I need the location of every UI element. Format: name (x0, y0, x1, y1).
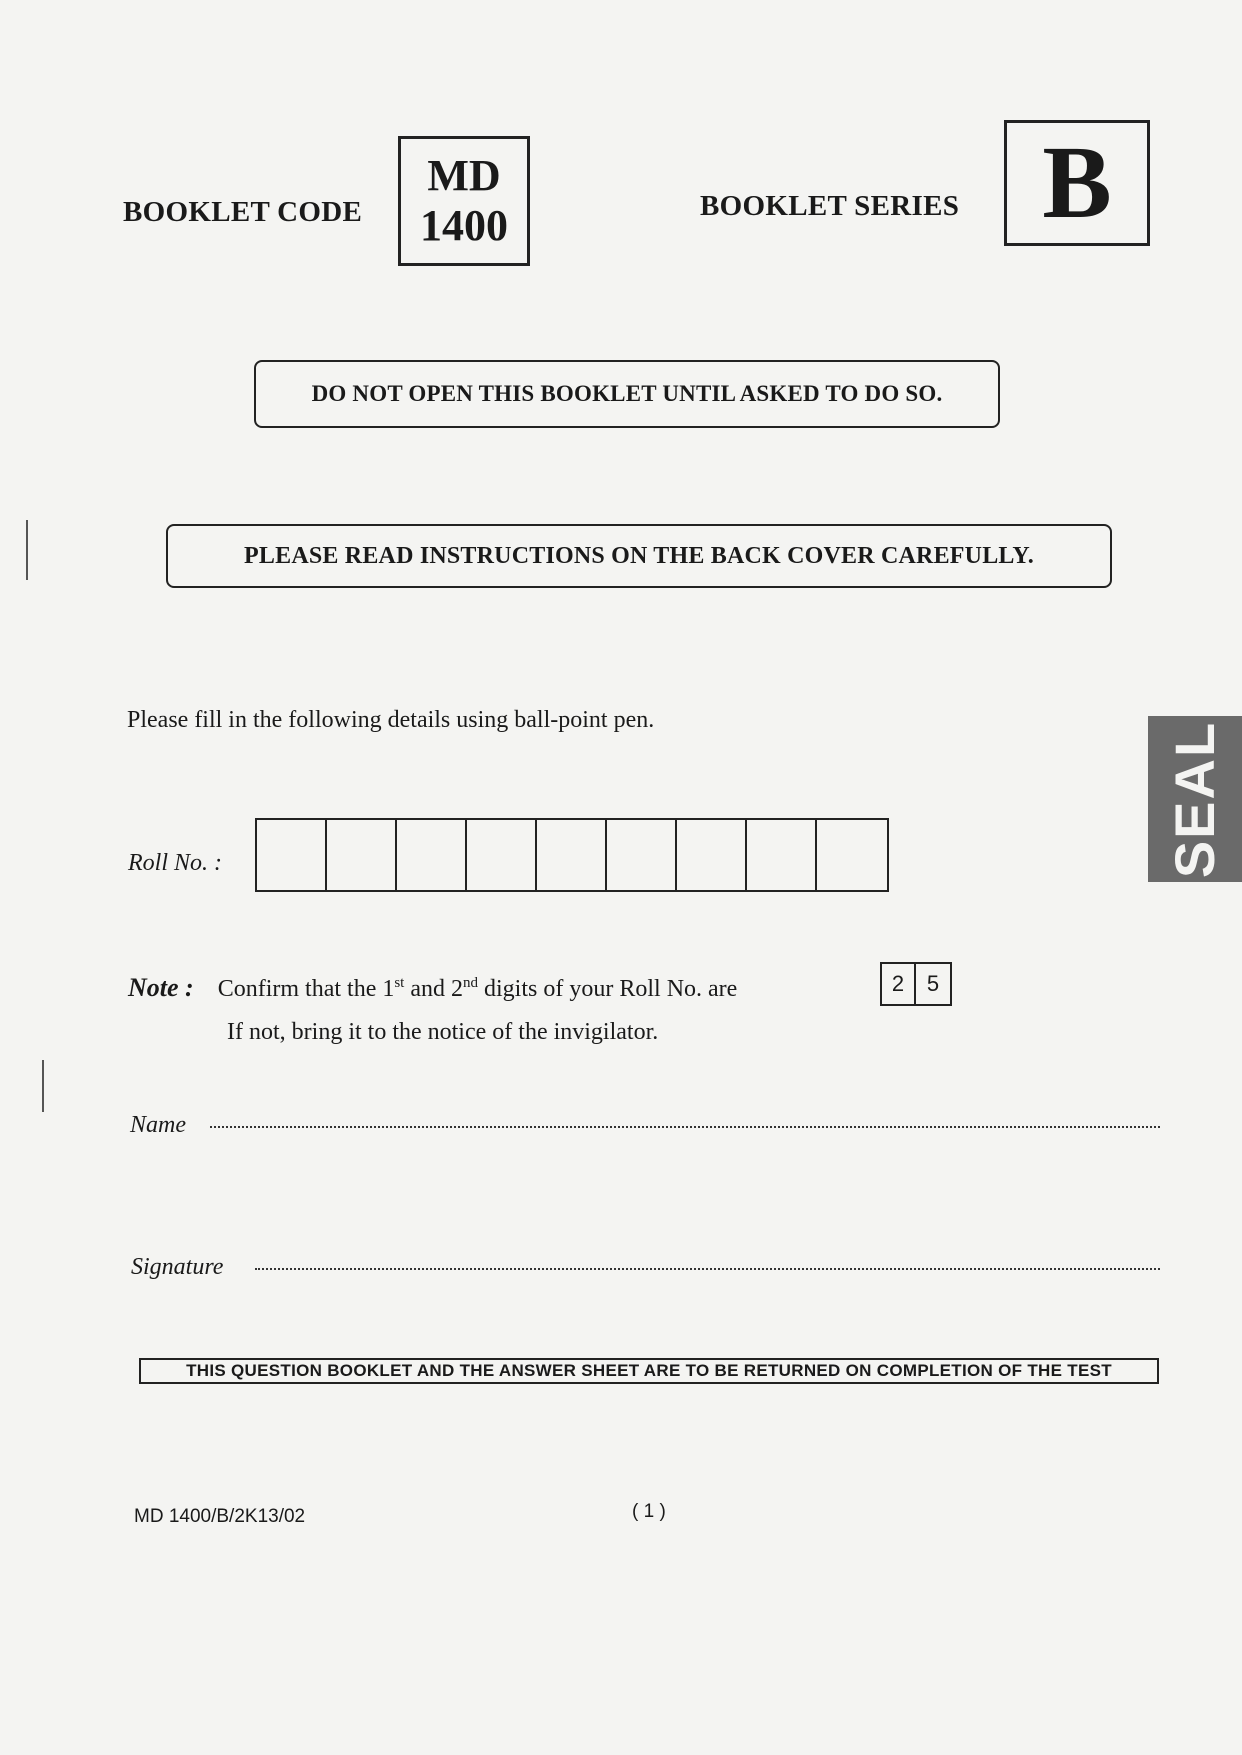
booklet-code-line1: MD (427, 151, 501, 200)
note-sup-first: st (394, 975, 405, 991)
margin-mark (26, 520, 28, 580)
roll-digit-cell[interactable] (607, 820, 677, 890)
booklet-code-label: BOOKLET CODE (123, 196, 363, 228)
booklet-code-box (398, 136, 530, 266)
return-notice-bar: THIS QUESTION BOOKLET AND THE ANSWER SHEET ARE TO BE RETURNED ON COMPLETION OF THE TEST (139, 1358, 1159, 1384)
roll-digit-cell[interactable] (817, 820, 887, 890)
roll-digit-cell[interactable] (397, 820, 467, 890)
roll-prefix-digit: 2 (880, 962, 916, 1006)
read-instructions-notice: PLEASE READ INSTRUCTIONS ON THE BACK COVER CAREFULLY. (166, 524, 1112, 588)
roll-digit-cell[interactable] (257, 820, 327, 890)
booklet-series-label: BOOKLET SERIES (700, 190, 960, 222)
booklet-series-letter: B (1042, 125, 1112, 240)
seal-tab (1148, 716, 1242, 882)
roll-number-grid[interactable] (255, 818, 889, 892)
booklet-code-line2: 1400 (420, 201, 508, 250)
roll-digit-cell[interactable] (327, 820, 397, 890)
roll-digit-cell[interactable] (677, 820, 747, 890)
name-label: Name (130, 1112, 186, 1138)
roll-digit-cell[interactable] (467, 820, 537, 890)
signature-field[interactable] (255, 1268, 1160, 1270)
roll-prefix-digit: 5 (916, 962, 952, 1006)
name-field[interactable] (210, 1126, 1160, 1128)
note-text-mid: and 2 (404, 976, 464, 1002)
roll-digit-cell[interactable] (747, 820, 817, 890)
invigilator-notice: If not, bring it to the notice of the invigilator. (227, 1019, 659, 1045)
roll-number-label: Roll No. : (128, 850, 222, 876)
note-line (128, 973, 737, 1003)
booklet-series-box (1004, 120, 1150, 246)
do-not-open-notice: DO NOT OPEN THIS BOOKLET UNTIL ASKED TO DO SO. (254, 360, 1000, 428)
seal-text: SEAL (1163, 720, 1227, 878)
signature-label: Signature (131, 1254, 224, 1280)
margin-mark (42, 1060, 44, 1112)
note-text-post: digits of your Roll No. are (478, 976, 738, 1002)
roll-digit-cell[interactable] (537, 820, 607, 890)
note-text (218, 976, 738, 1002)
note-text-pre: Confirm that the 1 (217, 976, 395, 1002)
fill-details-instruction: Please fill in the following details using ball-point pen. (127, 707, 655, 733)
note-label: Note : (128, 973, 194, 1002)
page-number: ( 1 ) (632, 1501, 666, 1522)
roll-prefix-digits (880, 962, 952, 1006)
booklet-identifier: MD 1400/B/2K13/02 (134, 1506, 306, 1527)
note-sup-second: nd (463, 975, 479, 991)
